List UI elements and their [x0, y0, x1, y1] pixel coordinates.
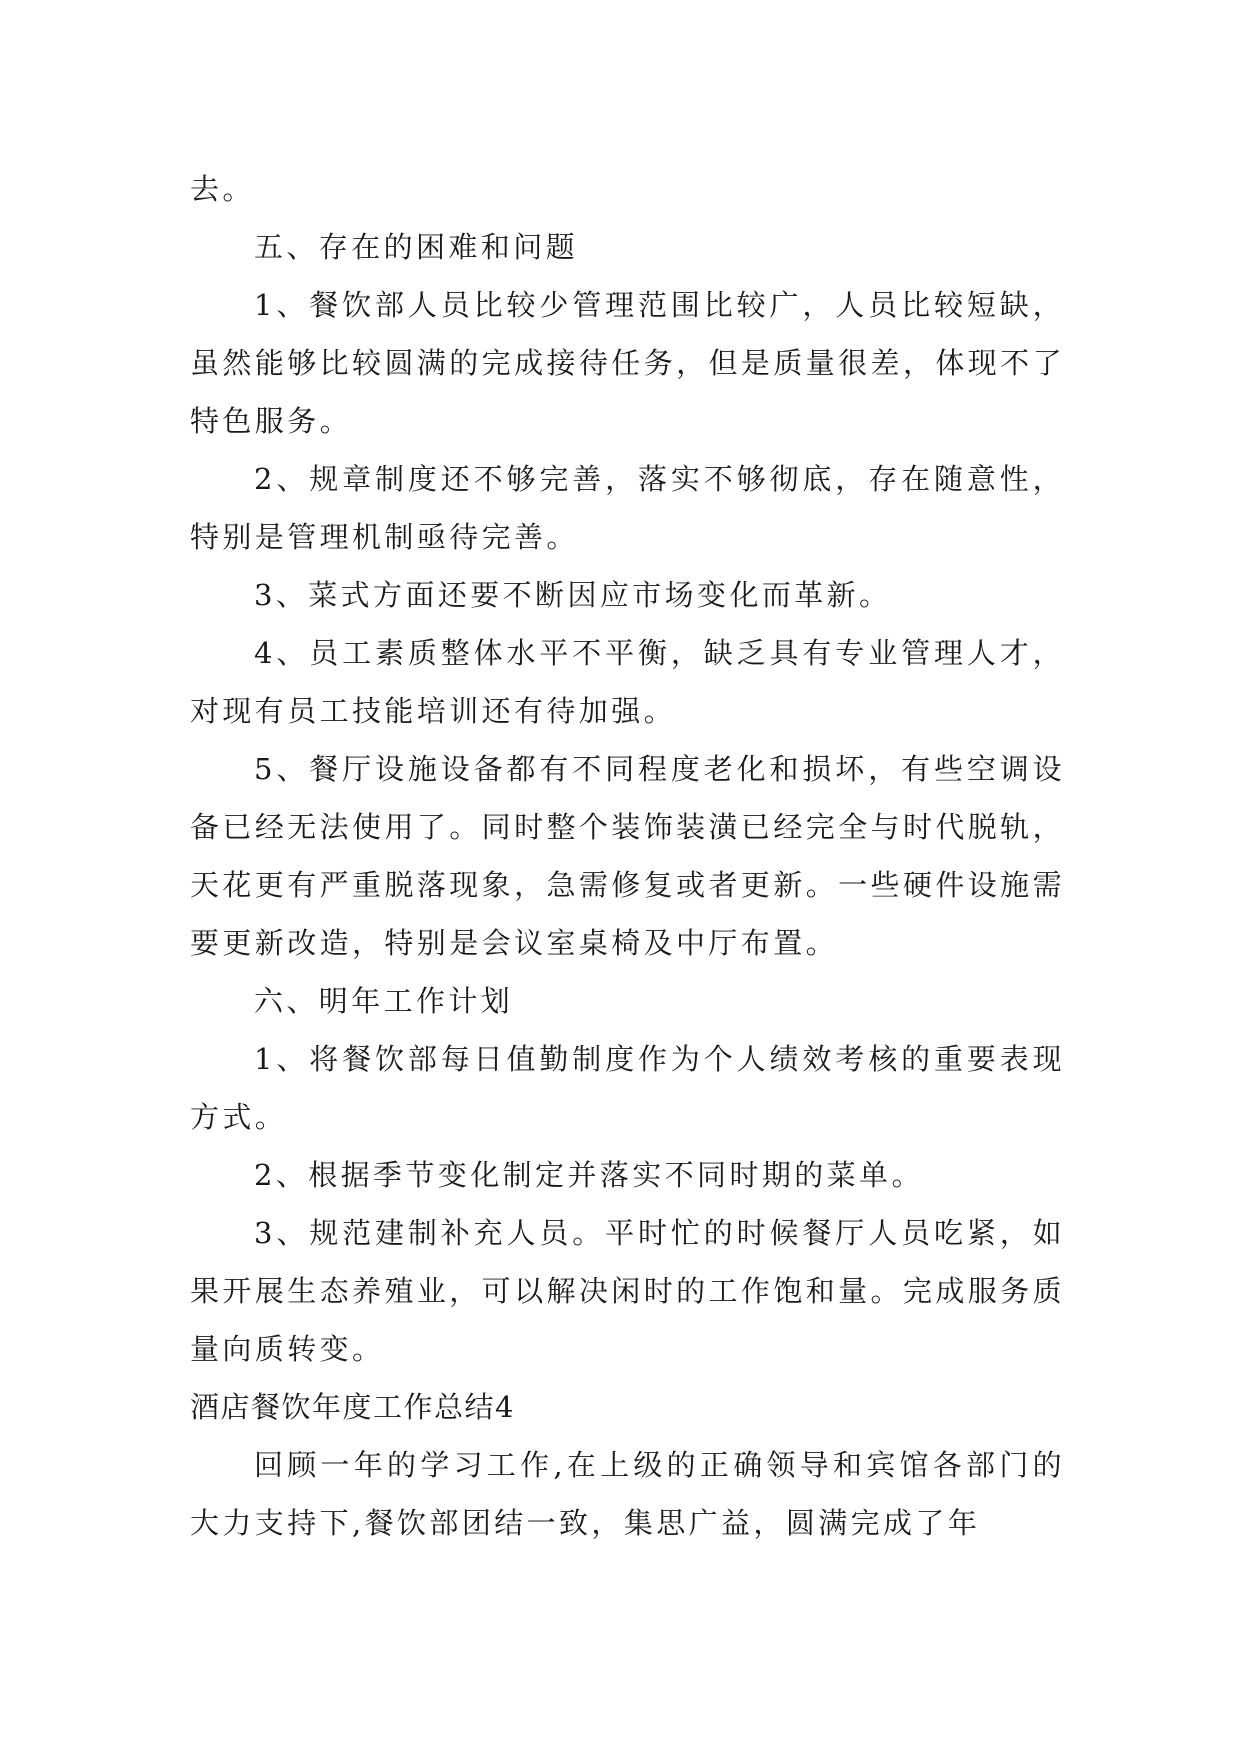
- paragraph-problem-2: 2、规章制度还不够完善，落实不够彻底，存在随意性，特别是管理机制亟待完善。: [190, 462, 1065, 554]
- paragraph-plan-1: 1、将餐饮部每日值勤制度作为个人绩效考核的重要表现方式。: [190, 1042, 1065, 1134]
- paragraph-continuation: 去。: [190, 172, 255, 206]
- paragraph-review-intro: 回顾一年的学习工作,在上级的正确领导和宾馆各部门的大力支持下,餐饮部团结一致，集思广益，圆满完成了年: [190, 1448, 1065, 1540]
- paragraph-problem-1: 1、餐饮部人员比较少管理范围比较广，人员比较短缺，虽然能够比较圆满的完成接待任务，但是质量很差，体现不了特色服务。: [190, 288, 1065, 438]
- paragraph-plan-2: 2、根据季节变化制定并落实不同时期的菜单。: [254, 1158, 924, 1192]
- section-heading-plan: 六、明年工作计划: [254, 984, 514, 1018]
- paragraph-problem-3: 3、菜式方面还要不断因应市场变化而革新。: [254, 578, 892, 612]
- paragraph-problem-5: 5、餐厅设施设备都有不同程度老化和损坏，有些空调设备已经无法使用了。同时整个装饰装潢已经完全与时代脱轨，天花更有严重脱落现象，急需修复或者更新。一些硬件设施需要更新改造，特别是会议室桌椅及中厅布置。: [190, 752, 1065, 960]
- paragraph-problem-4: 4、员工素质整体水平不平衡，缺乏具有专业管理人才，对现有员工技能培训还有待加强。: [190, 636, 1065, 728]
- document-page: [190, 160, 1065, 1552]
- section-heading-difficulties: 五、存在的困难和问题: [254, 230, 579, 264]
- paragraph-plan-3: 3、规范建制补充人员。平时忙的时候餐厅人员吃紧，如果开展生态养殖业，可以解决闲时的工作饱和量。完成服务质量向质转变。: [190, 1216, 1065, 1366]
- document-title: 酒店餐饮年度工作总结4: [190, 1390, 515, 1424]
